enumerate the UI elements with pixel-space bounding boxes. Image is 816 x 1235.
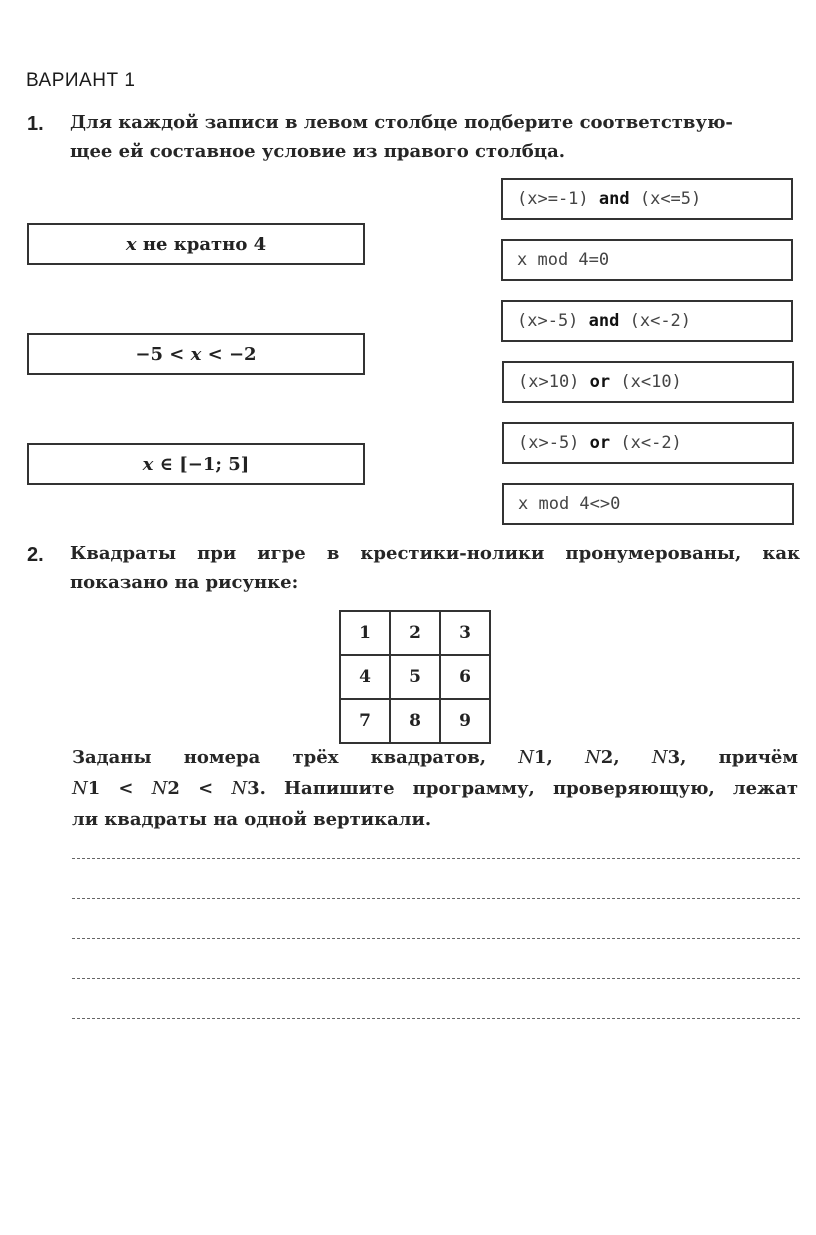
- task-text: 2,: [600, 747, 652, 768]
- left-item-3: [27, 443, 365, 485]
- var-n1: N: [518, 747, 535, 768]
- task-text: 2 <: [167, 778, 232, 799]
- var-n3: N: [231, 778, 248, 799]
- grid-cell: 2: [390, 611, 440, 655]
- left-item-3-post: ∈ [−1; 5]: [153, 453, 250, 475]
- question-2-task: [72, 742, 798, 835]
- question-2-text: [70, 539, 800, 597]
- grid-cell: 3: [440, 611, 490, 655]
- right-item-1-op: and: [598, 189, 630, 209]
- question-2-line-2: показано на рисунке:: [70, 572, 299, 593]
- left-item-2: [27, 333, 365, 375]
- answer-line[interactable]: [72, 858, 800, 859]
- var-n3: N: [651, 747, 668, 768]
- right-item-4-b: (x<10): [610, 372, 682, 392]
- question-1-number: 1.: [27, 113, 44, 135]
- question-1-text: [70, 108, 800, 166]
- right-item-4-op: or: [589, 372, 611, 392]
- right-item-6: [502, 483, 794, 525]
- right-item-5-a: (x>-5): [518, 433, 590, 453]
- left-item-1: [27, 223, 365, 265]
- right-item-3-b: (x<-2): [619, 311, 692, 331]
- right-item-4: [502, 361, 794, 403]
- task-text: 3, причём: [667, 747, 798, 768]
- grid-cell: 8: [390, 699, 440, 743]
- task-text: 1,: [534, 747, 586, 768]
- grid-cell: 5: [390, 655, 440, 699]
- var-n1: N: [72, 778, 88, 799]
- left-item-1-var: x: [125, 233, 137, 255]
- task-text: 1 <: [87, 778, 152, 799]
- left-item-2-post: < −2: [201, 343, 257, 365]
- right-item-5: [502, 422, 794, 464]
- right-item-3-op: and: [588, 311, 620, 331]
- task-line-2: [72, 773, 798, 804]
- right-item-6-a: x mod 4<>0: [518, 494, 621, 514]
- left-item-2-pre: −5 <: [135, 343, 191, 365]
- task-text: 3. Напишите программу, проверяющую, лежат: [247, 778, 799, 799]
- grid-row: [340, 611, 490, 655]
- answer-line[interactable]: [72, 1018, 800, 1019]
- right-item-3: [501, 300, 793, 342]
- task-line-3: ли квадраты на одной вертикали.: [72, 809, 432, 830]
- right-item-5-b: (x<-2): [610, 433, 682, 453]
- left-item-2-var: x: [190, 343, 202, 365]
- answer-line[interactable]: [72, 978, 800, 979]
- task-line-1: [72, 742, 798, 773]
- question-2-number: 2.: [27, 544, 44, 566]
- left-item-3-var: x: [142, 453, 154, 475]
- variant-title: ВАРИАНТ 1: [26, 70, 136, 91]
- right-item-1-b: (x<=5): [629, 189, 702, 209]
- question-2-line-1: Квадраты при игре в крестики-нолики пронумерованы, как: [70, 543, 800, 564]
- grid-cell: 7: [340, 699, 390, 743]
- grid-row: [340, 655, 490, 699]
- right-item-2: [501, 239, 793, 281]
- grid-cell: 4: [340, 655, 390, 699]
- grid-cell: 9: [440, 699, 490, 743]
- grid-row: [340, 699, 490, 743]
- right-item-2-a: x mod 4=0: [517, 250, 610, 270]
- question-1-line-2: щее ей составное условие из правого столбца.: [70, 141, 566, 162]
- var-n2: N: [585, 747, 601, 768]
- task-text: Заданы номера трёх квадратов,: [72, 747, 519, 768]
- right-item-4-a: (x>10): [518, 372, 590, 392]
- question-1-line-1: Для каждой записи в левом столбце подберите соответствую-: [70, 112, 733, 133]
- right-item-5-op: or: [589, 433, 611, 453]
- var-n2: N: [151, 778, 168, 799]
- grid-cell: 6: [440, 655, 490, 699]
- grid-cell: 1: [340, 611, 390, 655]
- answer-line[interactable]: [72, 898, 800, 899]
- right-item-1: [501, 178, 793, 220]
- answer-line[interactable]: [72, 938, 800, 939]
- right-item-3-a: (x>-5): [517, 311, 589, 331]
- tic-tac-toe-grid: [339, 610, 491, 744]
- left-item-1-text: не кратно 4: [136, 233, 267, 255]
- right-item-1-a: (x>=-1): [517, 189, 599, 209]
